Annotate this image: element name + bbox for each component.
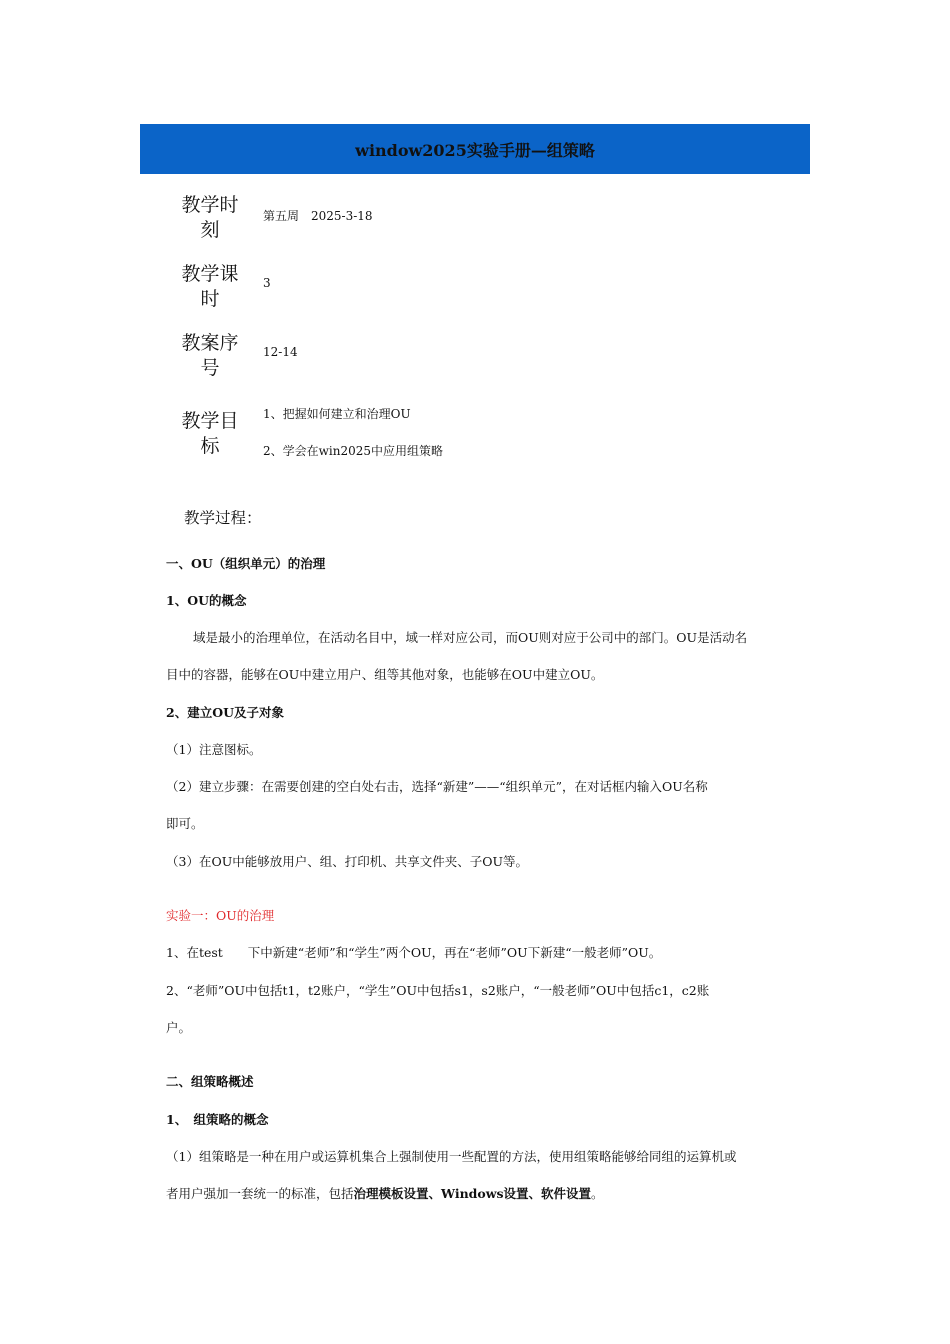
- step-3: （3）在OU中能够放用户、组、打印机、共享文件夹、子OU等。: [166, 854, 529, 869]
- info-label-plan: 教案序 号: [181, 332, 239, 379]
- section-heading-ou: 一、OU（组织单元）的治理: [166, 556, 326, 571]
- process-heading: 教学过程：: [184, 509, 262, 527]
- subheading-gp-concept: 1、 组策略的概念: [166, 1112, 269, 1127]
- info-goal-2: 2、学会在win2025中应用组策略: [263, 444, 444, 458]
- paragraph-ou-concept-line2: 目中的容器，能够在OU中建立用户、组等其他对象，也能够在OU中建立OU。: [166, 667, 604, 682]
- step-2-line2: 即可。: [166, 816, 204, 831]
- document-title: window2025实验手册—组策略: [355, 140, 595, 160]
- lab1-title: 实验一：OU的治理: [166, 908, 275, 923]
- info-value-hours: 3: [263, 276, 271, 290]
- info-value-plan: 12-14: [263, 345, 298, 359]
- info-row-hours: [170, 262, 790, 312]
- gp-text-end: 。: [591, 1186, 604, 1201]
- step-2-line1: （2）建立步骤：在需要创建的空白处右击，选择“新建”——“组织单元”，在对话框内输入OU名称: [166, 779, 708, 794]
- subheading-ou-concept: 1、OU的概念: [166, 593, 247, 608]
- info-row-time: [170, 193, 790, 243]
- section-heading-gp: 二、组策略概述: [166, 1074, 254, 1089]
- subheading-create-ou: 2、建立OU及子对象: [166, 705, 284, 720]
- lab1-item-2-line2: 户。: [166, 1020, 192, 1035]
- step-1: （1）注意图标。: [166, 742, 262, 757]
- info-label-goals: 教学目 标: [181, 410, 239, 457]
- info-label-time: 教学时 刻: [181, 194, 239, 241]
- info-goal-1: 1、把握如何建立和治理OU: [263, 407, 411, 421]
- info-label-hours: 教学课 时: [181, 263, 239, 310]
- paragraph-ou-concept-line1: 域是最小的治理单位，在活动名目中，域一样对应公司，而OU则对应于公司中的部门。OU是活动名: [193, 630, 748, 645]
- lab1-item-2-line1: 2、“老师”OU中包括t1，t2账户，“学生”OU中包括s1，s2账户，“一般老师”OU中包括c1，c2账: [166, 983, 710, 998]
- gp-paragraph-line1: （1）组策略是一种在用户或运算机集合上强制使用一些配置的方法，使用组策略能够给同组的运算机或: [166, 1149, 737, 1164]
- gp-text-bold: 治理模板设置、Windows设置、软件设置: [353, 1186, 592, 1201]
- info-row-plan: [170, 331, 790, 381]
- gp-text-plain: 者用户强加一套统一的标准，包括: [166, 1186, 354, 1201]
- gp-paragraph-line2: [166, 1184, 604, 1202]
- info-value-time: 第五周 2025-3-18: [263, 209, 373, 223]
- document-title-bar: [140, 124, 810, 174]
- lab1-item-1: 1、在test 下中新建“老师”和“学生”两个OU，再在“老师”OU下新建“一般老师”OU。: [166, 945, 662, 960]
- info-row-goals: [170, 409, 790, 469]
